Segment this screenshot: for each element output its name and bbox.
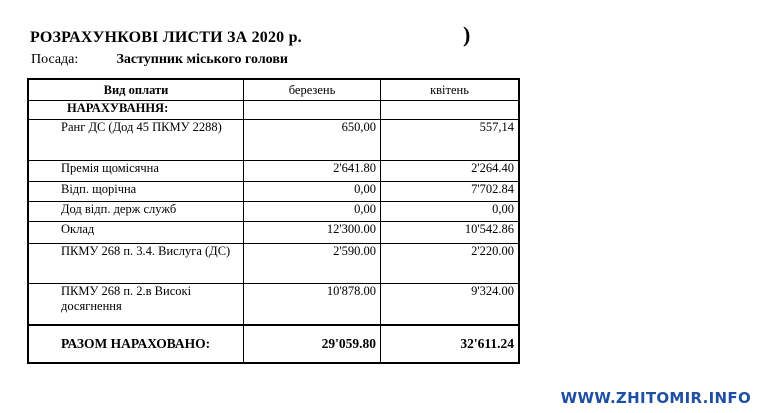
- row-value-march: 2'590.00: [244, 244, 381, 284]
- row-value-march: 12'300.00: [244, 222, 381, 244]
- row-label: Відп. щорічна: [28, 182, 244, 202]
- row-value-april: 10'542.86: [381, 222, 520, 244]
- position-label: Посада:: [31, 52, 79, 67]
- section-blank-cell: [244, 101, 381, 120]
- position-value: Заступник міського голови: [116, 52, 288, 67]
- row-value-april: 0,00: [381, 202, 520, 222]
- site-watermark: WWW.ZHITOMIR.INFO: [560, 389, 751, 407]
- document-title: РОЗРАХУНКОВІ ЛИСТИ ЗА 2020 р.: [30, 29, 302, 46]
- row-value-april: 7'702.84: [381, 182, 520, 202]
- column-header-payment-type: Вид оплати: [28, 79, 244, 101]
- total-value-march: 29'059.80: [244, 325, 381, 363]
- column-header-march: березень: [244, 79, 381, 101]
- row-value-march: 0,00: [244, 182, 381, 202]
- section-label: НАРАХУВАННЯ:: [28, 101, 244, 120]
- row-value-march: 650,00: [244, 120, 381, 161]
- row-value-march: 2'641.80: [244, 161, 381, 182]
- position-row: [31, 52, 288, 68]
- column-header-april: квітень: [381, 79, 520, 101]
- row-value-april: 2'264.40: [381, 161, 520, 182]
- section-blank-cell: [381, 101, 520, 120]
- total-label: РАЗОМ НАРАХОВАНО:: [28, 325, 244, 363]
- table-row: [28, 244, 519, 284]
- table-row: [28, 161, 519, 182]
- row-value-march: 10'878.00: [244, 284, 381, 325]
- table-row: [28, 120, 519, 161]
- row-label: Оклад: [28, 222, 244, 244]
- table-header-row: [28, 79, 519, 101]
- section-row: [28, 101, 519, 120]
- total-row: [28, 325, 519, 363]
- row-label: Ранг ДС (Дод 45 ПКМУ 2288): [28, 120, 244, 161]
- table-row: [28, 202, 519, 222]
- row-value-march: 0,00: [244, 202, 381, 222]
- total-value-april: 32'611.24: [381, 325, 520, 363]
- table-row: [28, 284, 519, 325]
- row-label: Дод відп. держ служб: [28, 202, 244, 222]
- row-label: ПКМУ 268 п. 2.в Високі досягнення: [28, 284, 244, 325]
- table-row: [28, 182, 519, 202]
- row-value-april: 557,14: [381, 120, 520, 161]
- row-label: ПКМУ 268 п. 3.4. Вислуга (ДС): [28, 244, 244, 284]
- table-row: [28, 222, 519, 244]
- row-value-april: 9'324.00: [381, 284, 520, 325]
- row-value-april: 2'220.00: [381, 244, 520, 284]
- handwritten-mark: ): [463, 22, 471, 47]
- row-label: Премія щомісячна: [28, 161, 244, 182]
- payroll-table: [27, 78, 520, 364]
